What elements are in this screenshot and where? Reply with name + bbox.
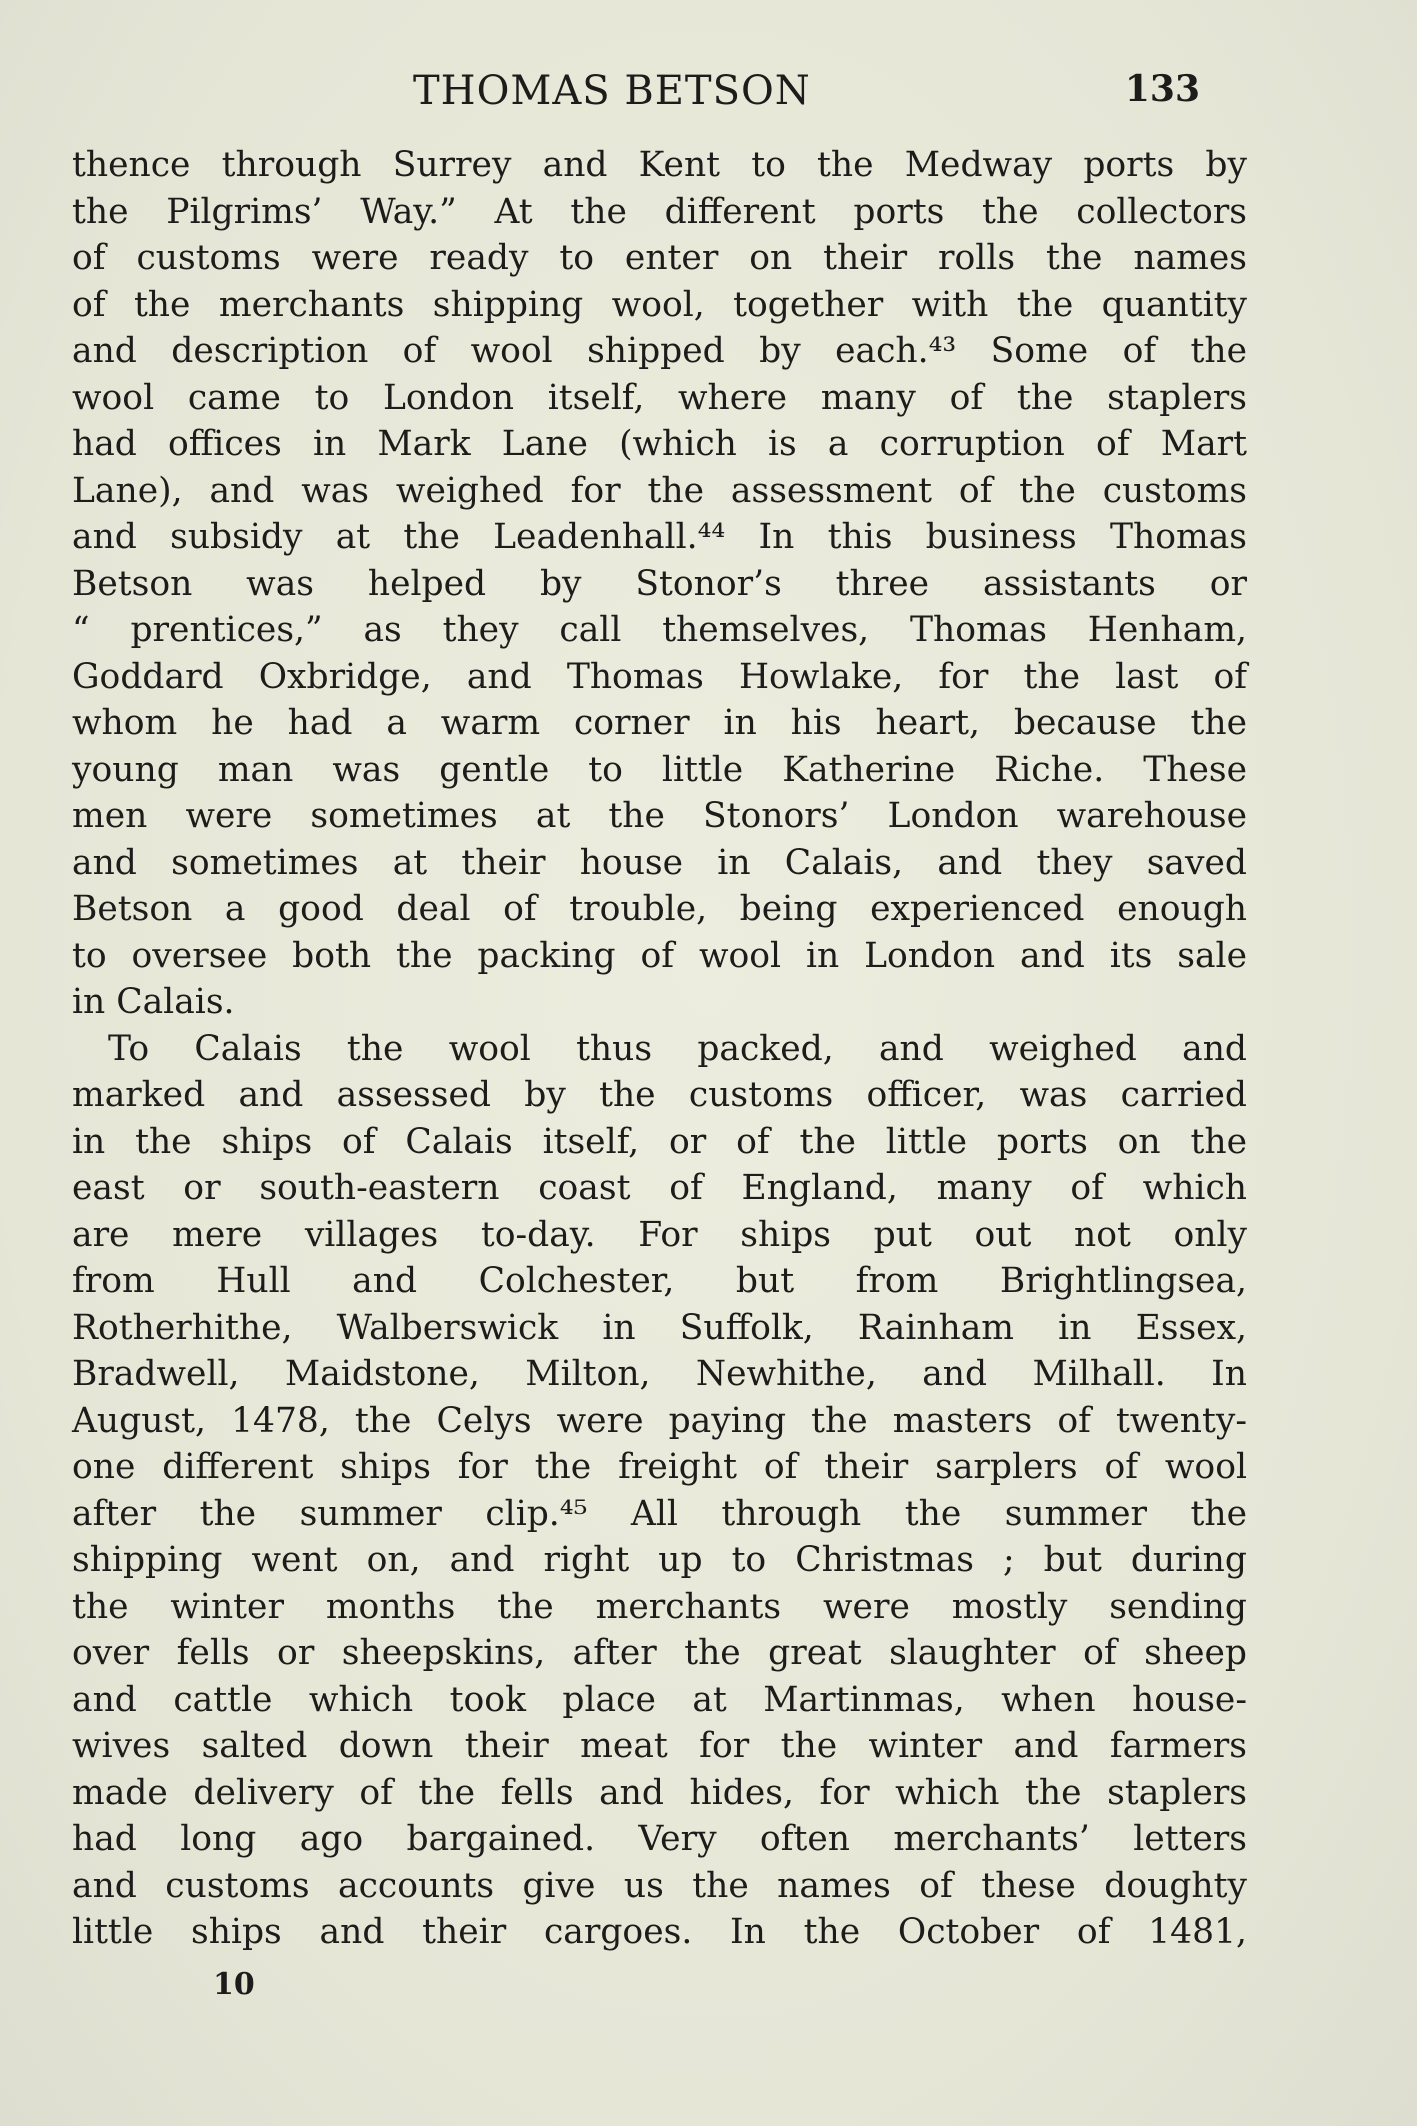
text-line: marked and assessed by the customs officer, was carried: [72, 1075, 1247, 1115]
text-line: and sometimes at their house in Calais, and they saved: [72, 842, 1247, 883]
text-line: are mere villages to-day. For ships put out not only: [72, 1214, 1247, 1255]
text-line: to oversee both the packing of wool in London and its sale: [72, 935, 1247, 976]
text-line: wives salted down their meat for the winter and farmers: [72, 1726, 1247, 1766]
text-line: over fells or sheepskins, after the great slaughter of sheep: [72, 1633, 1247, 1673]
page-header: [70, 68, 1200, 124]
text-line: To Calais the wool thus packed, and weighed and: [108, 1028, 1247, 1069]
text-line: the winter months the merchants were mostly sending: [72, 1586, 1247, 1627]
page-number: 133: [1124, 68, 1200, 110]
body-text: [72, 142, 1247, 1956]
text-line: had offices in Mark Lane (which is a corruption of Mart: [72, 424, 1247, 464]
text-line: Rotherhithe, Walberswick in Suffolk, Rainham in Essex,: [72, 1307, 1247, 1348]
text-line: of the merchants shipping wool, together with the quantity: [72, 284, 1247, 325]
text-line: and subsidy at the Leadenhall.⁴⁴ In this business Thomas: [72, 517, 1247, 557]
text-line: shipping went on, and right up to Christmas ; but during: [72, 1540, 1247, 1580]
text-line: and description of wool shipped by each.⁴³ Some of the: [72, 331, 1247, 371]
text-line: Lane), and was weighed for the assessment of the customs: [72, 470, 1247, 511]
text-line: east or south-eastern coast of England, many of which: [72, 1168, 1247, 1208]
text-line: little ships and their cargoes. In the October of 1481,: [72, 1912, 1247, 1952]
text-line: Goddard Oxbridge, and Thomas Howlake, for the last of: [72, 656, 1247, 697]
text-line: in Calais.: [72, 982, 235, 1022]
text-line: in the ships of Calais itself, or of the little ports on the: [72, 1121, 1247, 1162]
text-line: the Pilgrims’ Way.” At the different ports the collectors: [72, 191, 1247, 232]
text-line: thence through Surrey and Kent to the Medway ports by: [72, 145, 1247, 185]
running-title: THOMAS BETSON: [413, 68, 811, 114]
text-line: men were sometimes at the Stonors’ London warehouse: [72, 796, 1247, 836]
paragraph-1: [72, 142, 1247, 1026]
text-line: Betson was helped by Stonor’s three assistants or: [72, 563, 1247, 604]
text-line: young man was gentle to little Katherine Riche. These: [72, 749, 1247, 790]
text-line: and customs accounts give us the names of these doughty: [72, 1865, 1247, 1906]
text-line: and cattle which took place at Martinmas, when house-: [72, 1679, 1247, 1720]
text-line: one different ships for the freight of their sarplers of wool: [72, 1447, 1247, 1487]
text-line: “ prentices,” as they call themselves, Thomas Henham,: [72, 610, 1247, 650]
text-line: made delivery of the fells and hides, for which the staplers: [72, 1772, 1247, 1813]
text-line: August, 1478, the Celys were paying the masters of twenty-: [72, 1400, 1247, 1441]
text-line: had long ago bargained. Very often merchants’ letters: [72, 1819, 1247, 1859]
signature-mark: 10: [213, 1967, 255, 2002]
paragraph-2: [72, 1026, 1247, 1956]
text-line: Bradwell, Maidstone, Milton, Newhithe, and Milhall. In: [72, 1354, 1247, 1394]
text-line: from Hull and Colchester, but from Brightlingsea,: [72, 1261, 1247, 1301]
text-line: wool came to London itself, where many of the staplers: [72, 377, 1247, 418]
text-line: after the summer clip.⁴⁵ All through the summer the: [72, 1493, 1247, 1534]
text-line: Betson a good deal of trouble, being experienced enough: [72, 889, 1247, 929]
text-line: of customs were ready to enter on their rolls the names: [72, 238, 1247, 278]
text-line: whom he had a warm corner in his heart, because the: [72, 703, 1247, 743]
